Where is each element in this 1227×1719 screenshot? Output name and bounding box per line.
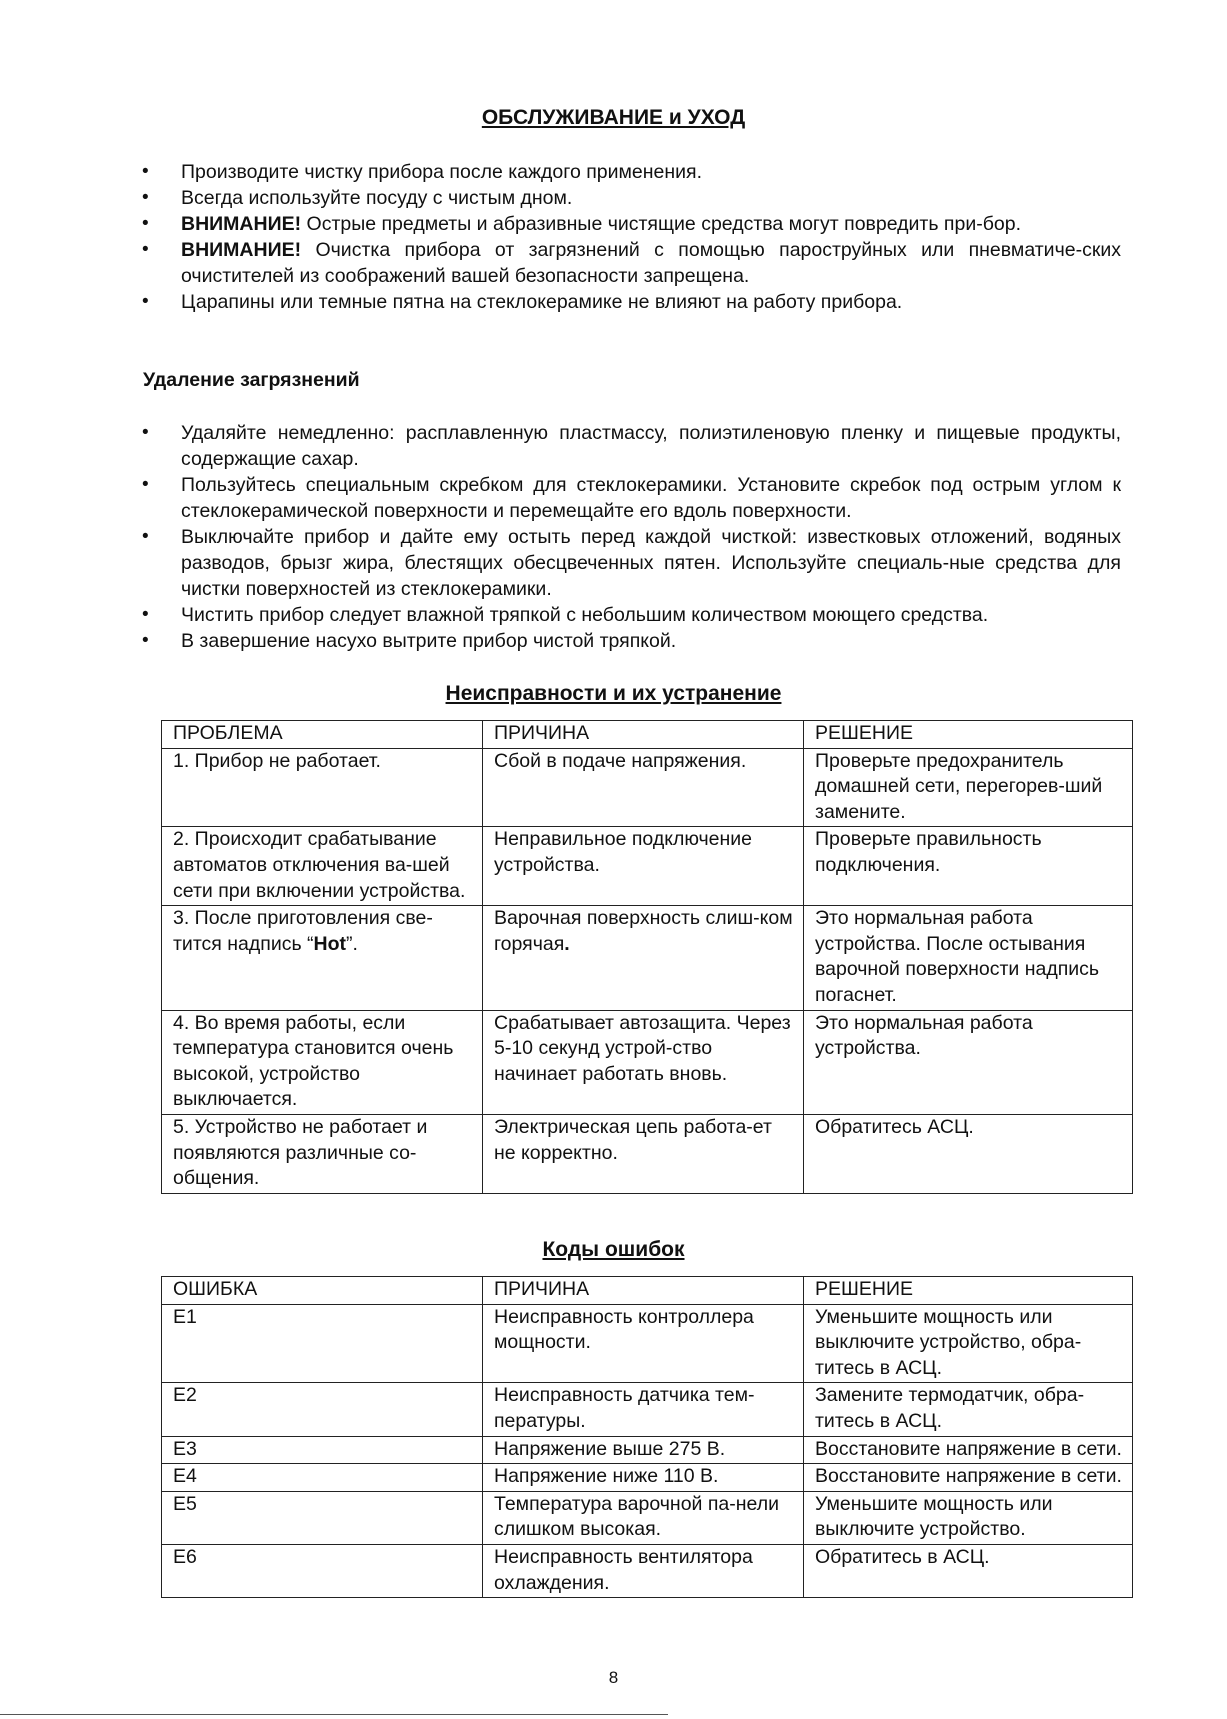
problem-cell: 4. Во время работы, если температура становится очень высокой, устройство выключается. — [162, 1010, 483, 1114]
solution-cell: Восстановите напряжение в сети. — [804, 1464, 1133, 1492]
list-item: • Всегда используйте посуду с чистым дном. — [0, 185, 1121, 211]
solution-cell: Уменьшите мощность или выключите устройство, обра-титесь в АСЦ. — [804, 1304, 1133, 1383]
cause-cell: Температура варочной па-нели слишком высокая. — [483, 1491, 804, 1544]
cleaning-list — [0, 420, 1227, 654]
problem-cell: 3. После приготовления све-тится надпись “Hot”. — [162, 906, 483, 1010]
error-code-cell: E1 — [162, 1304, 483, 1383]
page-number: 8 — [608, 1668, 619, 1687]
problem-cell: 1. Прибор не работает. — [162, 748, 483, 827]
table-header-row — [162, 721, 1133, 749]
error-code-cell: E5 — [162, 1491, 483, 1544]
table-header-cell: РЕШЕНИЕ — [804, 1277, 1133, 1305]
cause-cell: Неправильное подключение устройства. — [483, 827, 804, 906]
solution-cell: Восстановите напряжение в сети. — [804, 1436, 1133, 1464]
cause-cell: Неисправность вентилятора охлаждения. — [483, 1544, 804, 1597]
cause-cell: Неисправность датчика тем-пературы. — [483, 1383, 804, 1436]
error-code-cell: E4 — [162, 1464, 483, 1492]
list-item: • В завершение насухо вытрите прибор чистой тряпкой. — [0, 628, 1121, 654]
list-item: • Удаляйте немедленно: расплавленную пластмассу, полиэтиленовую пленку и пищевые продукты, содержащие сахар. — [0, 420, 1121, 472]
table-row — [162, 1436, 1133, 1464]
cause-cell: Варочная поверхность слиш-ком горячая. — [483, 906, 804, 1010]
list-item: • Чистить прибор следует влажной тряпкой с небольшим количеством моющего средства. — [0, 602, 1121, 628]
table-row — [162, 906, 1133, 1010]
cause-cell: Неисправность контроллера мощности. — [483, 1304, 804, 1383]
cause-cell: Сбой в подаче напряжения. — [483, 748, 804, 827]
section-heading-troubleshooting: Неисправности и их устранение — [445, 682, 782, 705]
cause-cell: Напряжение ниже 110 В. — [483, 1464, 804, 1492]
list-item: • ВНИМАНИЕ! Очистка прибора от загрязнений с помощью пароструйных или пневматиче-ских очистителей из соображений вашей безопасности запрещена. — [0, 237, 1121, 289]
error-code-cell: E3 — [162, 1436, 483, 1464]
table-header-cell: ПРОБЛЕМА — [162, 721, 483, 749]
table-row — [162, 1010, 1133, 1114]
solution-cell: Обратитесь АСЦ. — [804, 1114, 1133, 1193]
solution-cell: Это нормальная работа устройства. После остывания варочной поверхности надпись погаснет. — [804, 906, 1133, 1010]
solution-cell: Уменьшите мощность или выключите устройство. — [804, 1491, 1133, 1544]
table-row — [162, 1544, 1133, 1597]
cause-cell: Напряжение выше 275 В. — [483, 1436, 804, 1464]
error-codes-table — [161, 1276, 1133, 1598]
table-header-cell: РЕШЕНИЕ — [804, 721, 1133, 749]
table-header-cell: ПРИЧИНА — [483, 1277, 804, 1305]
list-item: • ВНИМАНИЕ! Острые предметы и абразивные чистящие средства могут повредить при-бор. — [0, 211, 1121, 237]
list-item: • Выключайте прибор и дайте ему остыть перед каждой чисткой: известковых отложений, водяных разводов, брызг жира, блестящих обесцвеченных пятен. Используйте специаль-ные средства для чистки поверхностей из стеклокерамики. — [0, 524, 1121, 602]
footer-divider — [0, 1714, 668, 1715]
care-list — [0, 159, 1227, 315]
section-heading-error-codes: Коды ошибок — [542, 1238, 685, 1261]
error-code-cell: E6 — [162, 1544, 483, 1597]
solution-cell: Это нормальная работа устройства. — [804, 1010, 1133, 1114]
solution-cell: Проверьте предохранитель домашней сети, перегорев-ший замените. — [804, 748, 1133, 827]
problem-cell: 5. Устройство не работает и появляются различные со-общения. — [162, 1114, 483, 1193]
problem-cell: 2. Происходит срабатывание автоматов отключения ва-шей сети при включении устройства. — [162, 827, 483, 906]
table-header-cell: ОШИБКА — [162, 1277, 483, 1305]
table-row — [162, 1491, 1133, 1544]
table-row — [162, 1383, 1133, 1436]
page-title: ОБСЛУЖИВАНИЕ и УХОД — [481, 106, 746, 129]
table-row — [162, 748, 1133, 827]
table-row — [162, 1464, 1133, 1492]
list-item: • Царапины или темные пятна на стеклокерамике не влияют на работу прибора. — [0, 289, 1121, 315]
list-item: • Производите чистку прибора после каждого применения. — [0, 159, 1121, 185]
section-heading-cleaning: Удаление загрязнений — [143, 369, 360, 391]
table-header-row — [162, 1277, 1133, 1305]
solution-cell: Проверьте правильность подключения. — [804, 827, 1133, 906]
cause-cell: Электрическая цепь работа-ет не корректно. — [483, 1114, 804, 1193]
table-row — [162, 1114, 1133, 1193]
troubleshooting-table — [161, 720, 1133, 1194]
table-header-cell: ПРИЧИНА — [483, 721, 804, 749]
solution-cell: Обратитесь в АСЦ. — [804, 1544, 1133, 1597]
list-item: • Пользуйтесь специальным скребком для стеклокерамики. Установите скребок под острым углом к стеклокерамической поверхности и перемещайте его вдоль поверхности. — [0, 472, 1121, 524]
table-row — [162, 1304, 1133, 1383]
solution-cell: Замените термодатчик, обра-титесь в АСЦ. — [804, 1383, 1133, 1436]
error-code-cell: E2 — [162, 1383, 483, 1436]
table-row — [162, 827, 1133, 906]
cause-cell: Срабатывает автозащита. Через 5-10 секунд устрой-ство начинает работать вновь. — [483, 1010, 804, 1114]
